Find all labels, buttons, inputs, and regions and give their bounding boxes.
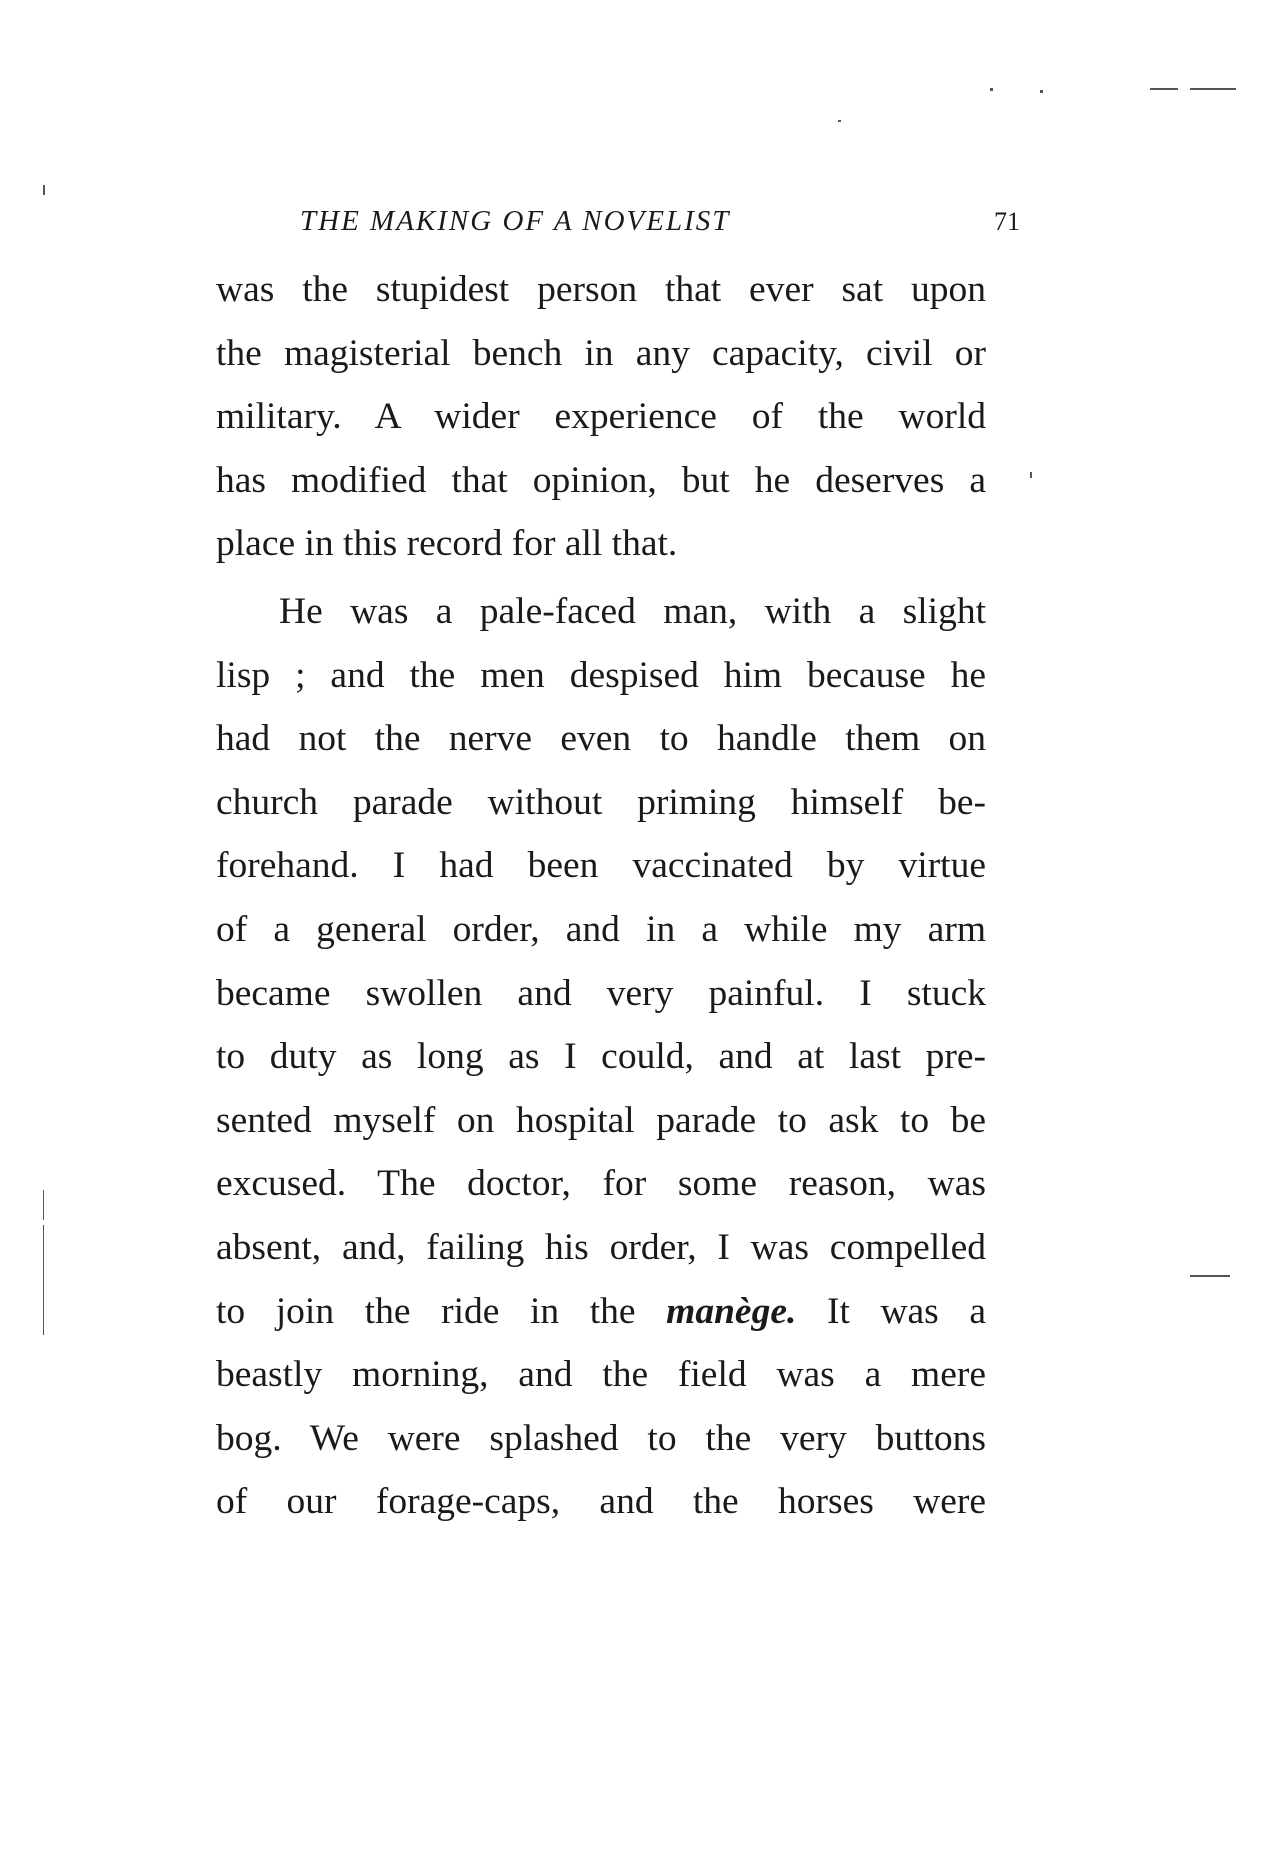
scan-speck: [43, 185, 45, 195]
text-line: has modified that opinion, but he deserves a: [216, 459, 986, 501]
text-line: absent, and, failing his order, I was compelled: [216, 1226, 986, 1268]
scan-speck: [990, 88, 993, 91]
page-number: 71: [994, 207, 1020, 236]
text-line: of our forage-caps, and the horses were: [216, 1481, 986, 1523]
text-line: was the stupidest person that ever sat upon: [216, 269, 986, 310]
scan-speck: [1030, 472, 1032, 478]
italic-word: manège.: [666, 1290, 797, 1332]
text-line: bog. We were splashed to the very buttons: [216, 1417, 986, 1459]
text-line: became swollen and very painful. I stuck: [216, 972, 986, 1014]
body-text: [216, 258, 986, 1534]
text-line: had not the nerve even to handle them on: [216, 718, 986, 760]
text-line: to duty as long as I could, and at last pre-: [216, 1036, 986, 1078]
paragraph: [216, 580, 986, 1534]
text-line: of a general order, and in a while my arm: [216, 908, 986, 950]
text-line: lisp ; and the men despised him because he: [216, 654, 986, 696]
scan-speck: [838, 120, 841, 122]
text-line: military. A wider experience of the world: [216, 396, 986, 438]
text-line: beastly morning, and the field was a mere: [216, 1354, 986, 1396]
text-segment: to join the ride in the: [216, 1290, 636, 1332]
text-line: the magisterial bench in any capacity, civil or: [216, 332, 986, 374]
text-line: place in this record for all that.: [216, 523, 678, 565]
scan-speck: [1190, 1275, 1230, 1277]
scan-speck: [1150, 88, 1178, 90]
running-title: THE MAKING OF A NOVELIST: [300, 205, 731, 237]
text-line: church parade without priming himself be-: [216, 781, 986, 823]
scan-speck: [1040, 90, 1043, 93]
running-head: [300, 205, 1020, 245]
text-line: excused. The doctor, for some reason, was: [216, 1163, 986, 1205]
scan-speck: [1190, 88, 1236, 90]
scan-speck: [43, 1190, 44, 1220]
text-line-mixed: [216, 1280, 986, 1344]
text-line: forehand. I had been vaccinated by virtue: [216, 845, 986, 887]
paragraph: [216, 258, 986, 576]
scan-speck: [43, 1225, 44, 1335]
text-segment: It was a: [826, 1290, 987, 1332]
text-line: He was a pale-faced man, with a slight: [279, 590, 986, 632]
text-line: sented myself on hospital parade to ask to be: [216, 1099, 986, 1141]
